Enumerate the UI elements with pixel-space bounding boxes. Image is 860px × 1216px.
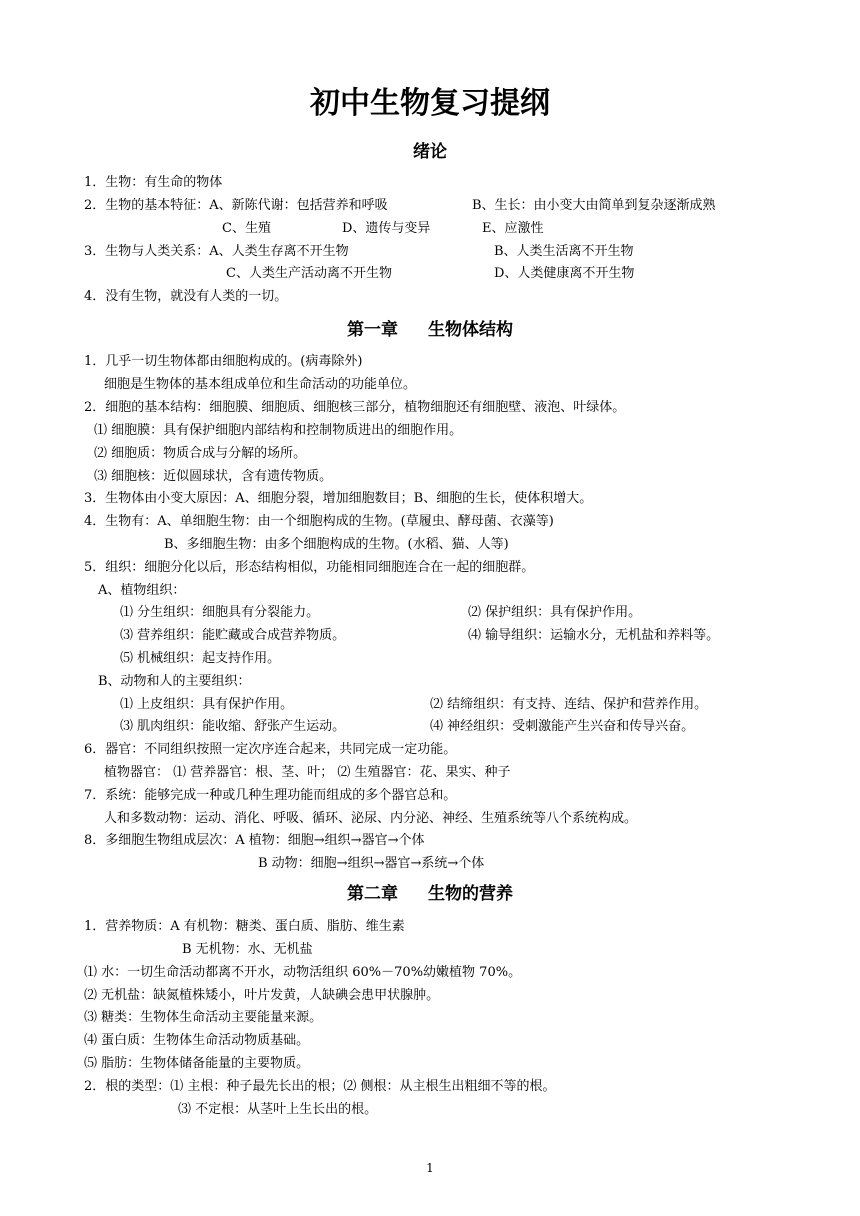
text-line: ⑵ 结缔组织：有支持、连结、保护和营养作用。 [430,697,708,712]
text-line: 6．器官：不同组织按照一定次序连合起来，共同完成一定功能。 [84,742,457,757]
section-heading-intro: 绪论 [413,142,447,162]
text-line: ⑴ 水：一切生命活动都离不开水，动物活组织 60%－70%幼嫩植物 70%。 [84,965,522,980]
text-line: 植物器官： ⑴ 营养器官：根、茎、叶； ⑵ 生殖器官：花、果实、种子 [104,765,511,780]
text-line: ⑴ 上皮组织：具有保护作用。 [120,697,294,712]
chapter-title: 生物的营养 [428,884,513,904]
text-line: 2．生物的基本特征：A、新陈代谢：包括营养和呼吸 [84,198,388,213]
text-line: ⑵ 保护组织：具有保护作用。 [468,605,642,620]
text-line: 2．细胞的基本结构：细胞膜、细胞质、细胞核三部分，植物细胞还有细胞壁、液泡、叶绿体。 [84,400,626,415]
text-line: C、人类生产活动离不开生物 [226,266,392,281]
text-line: 5．组织：细胞分化以后，形态结构相似，功能相同细胞连合在一起的细胞群。 [84,560,535,575]
text-line: 2．根的类型：⑴ 主根：种子最先长出的根；⑵ 侧根：从主根生出粗细不等的根。 [84,1079,556,1094]
text-line: ⑶ 不定根：从茎叶上生长出的根。 [178,1102,378,1117]
chapter-title: 生物体结构 [428,320,513,340]
text-line: ⑶ 肌肉组织：能收缩、舒张产生运动。 [120,719,346,734]
text-line: B、生长：由小变大由简单到复杂逐渐成熟 [472,198,716,213]
text-line: ⑸ 机械组织：起支持作用。 [120,651,281,666]
text-line: 细胞是生物体的基本组成单位和生命活动的功能单位。 [104,377,417,392]
text-line: B 无机物：水、无机盐 [182,942,313,957]
text-line: B、人类生活离不开生物 [494,244,634,259]
text-line: B、多细胞生物：由多个细胞构成的生物。(水稻、猫、人等) [164,537,509,552]
chapter-number: 第二章 [347,884,398,904]
text-line: C、生殖 [222,221,271,236]
text-line: D、遗传与变异 [342,221,431,236]
text-line: 3．生物体由小变大原因：A、细胞分裂，增加细胞数目；B、细胞的生长，使体积增大。 [84,491,593,506]
text-line: ⑷ 蛋白质：生物体生命活动物质基础。 [84,1033,310,1048]
text-line: 8．多细胞生物组成层次：A 植物：细胞→组织→器官→个体 [84,833,425,848]
text-line: ⑷ 神经组织：受刺激能产生兴奋和传导兴奋。 [430,719,695,734]
text-line: 1．营养物质：A 有机物：糖类、蛋白质、脂肪、维生素 [84,919,405,934]
text-line: 4．生物有：A、单细胞生物：由一个细胞构成的生物。(草履虫、酵母菌、衣藻等) [84,514,554,529]
chapter-heading-2 [0,883,860,905]
text-line: ⑵ 细胞质：物质合成与分解的场所。 [94,446,307,461]
text-line: E、应激性 [482,221,544,236]
text-line: B 动物：细胞→组织→器官→系统→个体 [258,856,485,871]
chapter-heading-1 [0,319,860,341]
text-line: ⑶ 营养组织：能贮藏或合成营养物质。 [120,628,346,643]
text-line: 7．系统：能够完成一种或几种生理功能而组成的多个器官总和。 [84,788,457,803]
text-line: ⑶ 糖类：生物体生命活动主要能量来源。 [84,1010,323,1025]
text-line: 3．生物与人类关系：A、人类生存离不开生物 [84,244,349,259]
text-line: ⑵ 无机盐：缺氮植株矮小，叶片发黄，人缺碘会患甲状腺肿。 [84,988,440,1003]
text-line: B、动物和人的主要组织： [98,674,251,689]
text-line: ⑴ 细胞膜：具有保护细胞内部结构和控制物质进出的细胞作用。 [94,423,463,438]
text-line: ⑶ 细胞核：近似圆球状，含有遗传物质。 [94,469,333,484]
chapter-number: 第一章 [347,320,398,340]
document-title: 初中生物复习提纲 [310,86,550,121]
text-line: D、人类健康离不开生物 [494,266,635,281]
text-line: A、植物组织： [98,583,186,598]
text-line: 4．没有生物，就没有人类的一切。 [84,289,288,304]
text-line: 人和多数动物：运动、消化、呼吸、循环、泌尿、内分泌、神经、生殖系统等八个系统构成。 [104,811,638,826]
text-line: 1．生物：有生命的物体 [84,175,223,190]
page-number: 1 [426,1161,434,1175]
text-line: 1．几乎一切生物体都由细胞构成的。(病毒除外) [84,354,363,369]
text-line: ⑴ 分生组织：细胞具有分裂能力。 [120,605,320,620]
text-line: ⑷ 输导组织：运输水分，无机盐和养料等。 [468,628,720,643]
text-line: ⑸ 脂肪：生物体储备能量的主要物质。 [84,1056,310,1071]
